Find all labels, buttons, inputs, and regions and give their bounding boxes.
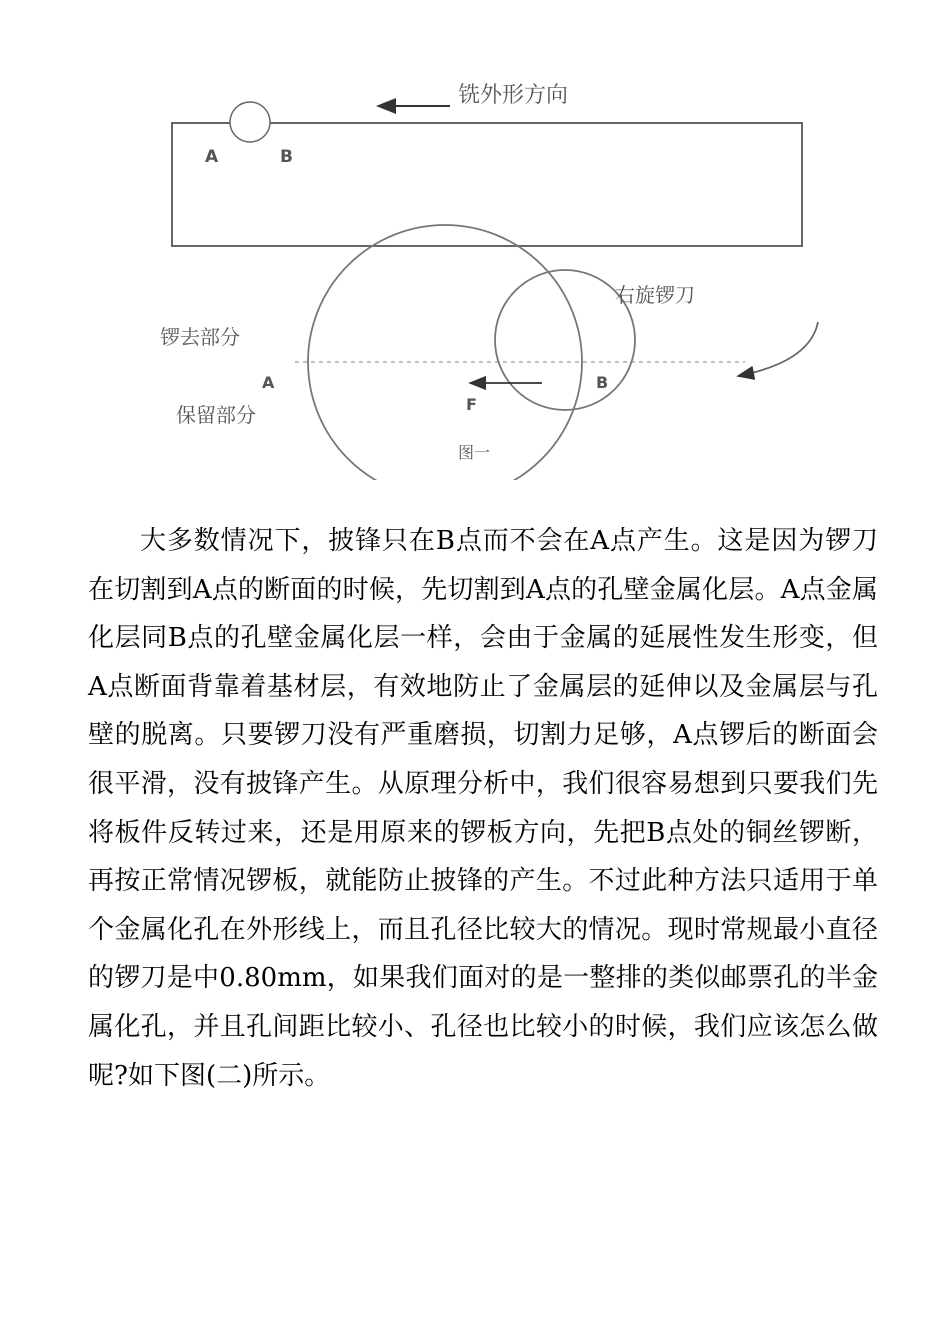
router-bit-circle (495, 270, 635, 410)
body-text (88, 517, 878, 1100)
point-b-label: B (596, 373, 609, 392)
plated-hole-circle (230, 102, 270, 142)
rotation-arrow (738, 322, 818, 376)
milling-direction-panel (172, 83, 802, 246)
hole-circle (308, 225, 582, 480)
removed-part-label: 锣去部分 (160, 325, 240, 349)
board-outline (172, 123, 802, 246)
figure-caption: 图一 (458, 443, 491, 462)
top-point-b-label: B (280, 147, 293, 167)
top-point-a-label: A (205, 147, 219, 167)
figure-one-diagram (0, 0, 950, 480)
milling-direction-label: 铣外形方向 (458, 83, 569, 108)
body-paragraph: 大多数情况下，披锋只在B点而不会在A点产生。这是因为锣刀在切割到A点的断面的时候，先切割到A点的孔壁金属化层。A点金属化层同B点的孔壁金属化层一样，会由于金属的延展性发生形变，但A点断面背靠着基材层，有效地防止了金属层的延伸以及金属层与孔壁的脱离。只要锣刀没有严重磨损，切割力足够，A点锣后的断面会很平滑，没有披锋产生。从原理分析中，我们很容易想到只要我们先将板件反转过来，还是用原来的锣板方向，先把B点处的铜丝锣断，再按正常情况锣板，就能防止披锋的产生。不过此种方法只适用于单个金属化孔在外形线上，而且孔径比较大的情况。现时常规最小直径的锣刀是中0.80mm，如果我们面对的是一整排的类似邮票孔的半金属化孔，并且孔间距比较小、孔径也比较小的时候，我们应该怎么做呢?如下图(二)所示。 (88, 526, 878, 1091)
cutter-label: 右旋锣刀 (615, 283, 695, 307)
kept-part-label: 保留部分 (176, 403, 256, 427)
force-label: F (466, 395, 477, 414)
point-a-label: A (262, 373, 275, 392)
cutter-detail-panel (160, 225, 818, 480)
